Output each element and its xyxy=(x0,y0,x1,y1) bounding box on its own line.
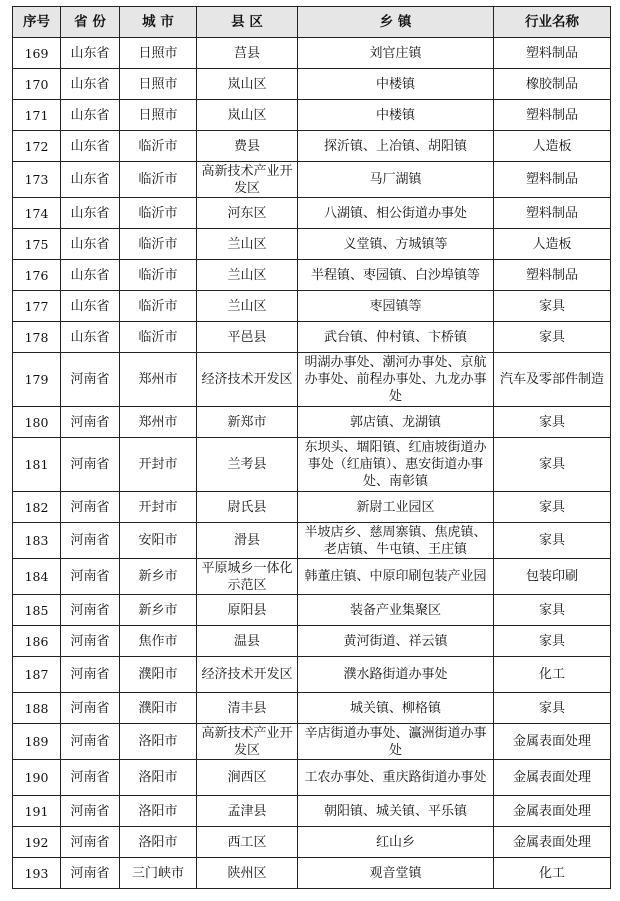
cell-province: 山东省 xyxy=(61,162,120,198)
cell-town: 中楼镇 xyxy=(298,69,494,100)
cell-province: 河南省 xyxy=(61,796,120,827)
cell-city: 开封市 xyxy=(120,492,197,523)
cell-city: 临沂市 xyxy=(120,131,197,162)
cell-province: 河南省 xyxy=(61,353,120,407)
cell-industry: 塑料制品 xyxy=(494,38,611,69)
cell-county: 兰山区 xyxy=(197,291,298,322)
cell-town: 枣园镇等 xyxy=(298,291,494,322)
cell-city: 临沂市 xyxy=(120,291,197,322)
table-row xyxy=(13,724,611,760)
cell-county: 陕州区 xyxy=(197,858,298,889)
cell-seq: 183 xyxy=(13,523,61,559)
cell-town: 明湖办事处、潮河办事处、京航办事处、前程办事处、九龙办事处 xyxy=(298,353,494,407)
cell-industry: 橡胶制品 xyxy=(494,69,611,100)
cell-city: 焦作市 xyxy=(120,626,197,657)
cell-county: 兰山区 xyxy=(197,260,298,291)
cell-industry: 家具 xyxy=(494,291,611,322)
cell-city: 新乡市 xyxy=(120,595,197,626)
cell-province: 河南省 xyxy=(61,693,120,724)
cell-county: 经济技术开发区 xyxy=(197,353,298,407)
table-row xyxy=(13,100,611,131)
cell-province: 河南省 xyxy=(61,523,120,559)
cell-town: 义堂镇、方城镇等 xyxy=(298,229,494,260)
cell-town: 辛店街道办事处、瀛洲街道办事处 xyxy=(298,724,494,760)
cell-seq: 170 xyxy=(13,69,61,100)
table-row xyxy=(13,492,611,523)
cell-seq: 175 xyxy=(13,229,61,260)
cell-town: 黄河街道、祥云镇 xyxy=(298,626,494,657)
cell-county: 尉氏县 xyxy=(197,492,298,523)
cell-county: 平原城乡一体化示范区 xyxy=(197,559,298,595)
cell-province: 山东省 xyxy=(61,100,120,131)
cell-seq: 176 xyxy=(13,260,61,291)
cell-industry: 家具 xyxy=(494,438,611,492)
cell-city: 临沂市 xyxy=(120,322,197,353)
cell-industry: 家具 xyxy=(494,595,611,626)
cell-industry: 汽车及零部件制造 xyxy=(494,353,611,407)
cell-county: 岚山区 xyxy=(197,100,298,131)
cell-seq: 189 xyxy=(13,724,61,760)
cell-industry: 家具 xyxy=(494,693,611,724)
cell-seq: 192 xyxy=(13,827,61,858)
cell-county: 清丰县 xyxy=(197,693,298,724)
cell-province: 河南省 xyxy=(61,626,120,657)
cell-seq: 174 xyxy=(13,198,61,229)
table-header-row xyxy=(13,7,611,38)
cell-county: 兰山区 xyxy=(197,229,298,260)
cell-seq: 193 xyxy=(13,858,61,889)
cell-town: 刘官庄镇 xyxy=(298,38,494,69)
cell-county: 温县 xyxy=(197,626,298,657)
cell-city: 濮阳市 xyxy=(120,657,197,693)
cell-city: 日照市 xyxy=(120,100,197,131)
cell-province: 山东省 xyxy=(61,229,120,260)
cell-town: 韩董庄镇、中原印刷包装产业园 xyxy=(298,559,494,595)
cell-seq: 178 xyxy=(13,322,61,353)
cell-town: 马厂湖镇 xyxy=(298,162,494,198)
cell-town: 半程镇、枣园镇、白沙埠镇等 xyxy=(298,260,494,291)
cell-province: 河南省 xyxy=(61,492,120,523)
cell-seq: 191 xyxy=(13,796,61,827)
table-row xyxy=(13,559,611,595)
cell-province: 山东省 xyxy=(61,291,120,322)
cell-county: 平邑县 xyxy=(197,322,298,353)
cell-seq: 190 xyxy=(13,760,61,796)
table-row xyxy=(13,131,611,162)
cell-county: 岚山区 xyxy=(197,69,298,100)
cell-industry: 金属表面处理 xyxy=(494,724,611,760)
cell-city: 濮阳市 xyxy=(120,693,197,724)
table-row xyxy=(13,760,611,796)
cell-county: 滑县 xyxy=(197,523,298,559)
cell-town: 红山乡 xyxy=(298,827,494,858)
cell-city: 日照市 xyxy=(120,38,197,69)
table-row xyxy=(13,38,611,69)
industry-table xyxy=(12,6,611,889)
cell-industry: 人造板 xyxy=(494,229,611,260)
cell-seq: 188 xyxy=(13,693,61,724)
cell-province: 河南省 xyxy=(61,407,120,438)
cell-province: 河南省 xyxy=(61,858,120,889)
cell-industry: 人造板 xyxy=(494,131,611,162)
cell-county: 莒县 xyxy=(197,38,298,69)
table-row xyxy=(13,407,611,438)
table-row xyxy=(13,523,611,559)
cell-seq: 173 xyxy=(13,162,61,198)
table-row xyxy=(13,229,611,260)
cell-town: 观音堂镇 xyxy=(298,858,494,889)
table-row xyxy=(13,595,611,626)
cell-industry: 金属表面处理 xyxy=(494,827,611,858)
header-county: 县 区 xyxy=(197,7,298,38)
table-row xyxy=(13,827,611,858)
cell-industry: 家具 xyxy=(494,322,611,353)
cell-county: 高新技术产业开发区 xyxy=(197,724,298,760)
cell-city: 郑州市 xyxy=(120,353,197,407)
cell-seq: 186 xyxy=(13,626,61,657)
cell-industry: 塑料制品 xyxy=(494,162,611,198)
cell-province: 山东省 xyxy=(61,260,120,291)
table-row xyxy=(13,322,611,353)
cell-county: 费县 xyxy=(197,131,298,162)
table-row xyxy=(13,353,611,407)
document-page xyxy=(12,6,610,889)
cell-city: 洛阳市 xyxy=(120,724,197,760)
cell-province: 河南省 xyxy=(61,827,120,858)
table-body xyxy=(13,38,611,889)
cell-county: 经济技术开发区 xyxy=(197,657,298,693)
cell-city: 三门峡市 xyxy=(120,858,197,889)
cell-city: 临沂市 xyxy=(120,162,197,198)
table-row xyxy=(13,858,611,889)
cell-province: 山东省 xyxy=(61,69,120,100)
cell-industry: 金属表面处理 xyxy=(494,796,611,827)
cell-province: 山东省 xyxy=(61,38,120,69)
cell-town: 武台镇、仲村镇、卞桥镇 xyxy=(298,322,494,353)
cell-province: 河南省 xyxy=(61,724,120,760)
cell-industry: 塑料制品 xyxy=(494,260,611,291)
cell-city: 临沂市 xyxy=(120,198,197,229)
cell-industry: 家具 xyxy=(494,523,611,559)
cell-county: 孟津县 xyxy=(197,796,298,827)
cell-seq: 185 xyxy=(13,595,61,626)
cell-town: 城关镇、柳格镇 xyxy=(298,693,494,724)
header-province: 省 份 xyxy=(61,7,120,38)
cell-city: 洛阳市 xyxy=(120,760,197,796)
cell-town: 濮水路街道办事处 xyxy=(298,657,494,693)
cell-province: 河南省 xyxy=(61,760,120,796)
cell-province: 河南省 xyxy=(61,657,120,693)
cell-industry: 家具 xyxy=(494,492,611,523)
cell-city: 日照市 xyxy=(120,69,197,100)
table-row xyxy=(13,291,611,322)
cell-industry: 塑料制品 xyxy=(494,100,611,131)
cell-seq: 177 xyxy=(13,291,61,322)
cell-city: 新乡市 xyxy=(120,559,197,595)
cell-town: 探沂镇、上冶镇、胡阳镇 xyxy=(298,131,494,162)
cell-province: 山东省 xyxy=(61,322,120,353)
cell-city: 开封市 xyxy=(120,438,197,492)
header-seq: 序号 xyxy=(13,7,61,38)
table-row xyxy=(13,198,611,229)
cell-city: 洛阳市 xyxy=(120,796,197,827)
cell-town: 东坝头、堌阳镇、红庙坡街道办事处（红庙镇）、惠安街道办事处、南彰镇 xyxy=(298,438,494,492)
cell-industry: 金属表面处理 xyxy=(494,760,611,796)
header-town: 乡 镇 xyxy=(298,7,494,38)
cell-province: 河南省 xyxy=(61,559,120,595)
cell-seq: 172 xyxy=(13,131,61,162)
cell-town: 朝阳镇、城关镇、平乐镇 xyxy=(298,796,494,827)
cell-county: 原阳县 xyxy=(197,595,298,626)
cell-seq: 182 xyxy=(13,492,61,523)
table-row xyxy=(13,260,611,291)
cell-seq: 181 xyxy=(13,438,61,492)
cell-industry: 塑料制品 xyxy=(494,198,611,229)
cell-city: 洛阳市 xyxy=(120,827,197,858)
cell-county: 兰考县 xyxy=(197,438,298,492)
cell-seq: 169 xyxy=(13,38,61,69)
cell-city: 安阳市 xyxy=(120,523,197,559)
cell-town: 郭店镇、龙湖镇 xyxy=(298,407,494,438)
cell-industry: 家具 xyxy=(494,626,611,657)
cell-city: 郑州市 xyxy=(120,407,197,438)
cell-city: 临沂市 xyxy=(120,260,197,291)
cell-seq: 184 xyxy=(13,559,61,595)
cell-industry: 化工 xyxy=(494,858,611,889)
header-industry: 行业名称 xyxy=(494,7,611,38)
cell-city: 临沂市 xyxy=(120,229,197,260)
table-row xyxy=(13,69,611,100)
cell-town: 中楼镇 xyxy=(298,100,494,131)
table-row xyxy=(13,626,611,657)
cell-seq: 187 xyxy=(13,657,61,693)
cell-province: 河南省 xyxy=(61,595,120,626)
cell-industry: 化工 xyxy=(494,657,611,693)
table-row xyxy=(13,438,611,492)
cell-county: 涧西区 xyxy=(197,760,298,796)
cell-industry: 包装印刷 xyxy=(494,559,611,595)
cell-county: 高新技术产业开发区 xyxy=(197,162,298,198)
cell-province: 山东省 xyxy=(61,198,120,229)
table-row xyxy=(13,796,611,827)
cell-town: 新尉工业园区 xyxy=(298,492,494,523)
cell-province: 河南省 xyxy=(61,438,120,492)
table-row xyxy=(13,693,611,724)
cell-town: 装备产业集聚区 xyxy=(298,595,494,626)
cell-county: 河东区 xyxy=(197,198,298,229)
cell-town: 工农办事处、重庆路街道办事处 xyxy=(298,760,494,796)
cell-seq: 171 xyxy=(13,100,61,131)
cell-province: 山东省 xyxy=(61,131,120,162)
table-row xyxy=(13,162,611,198)
cell-town: 八湖镇、相公街道办事处 xyxy=(298,198,494,229)
header-city: 城 市 xyxy=(120,7,197,38)
cell-town: 半坡店乡、慈周寨镇、焦虎镇、老店镇、牛屯镇、王庄镇 xyxy=(298,523,494,559)
cell-county: 新郑市 xyxy=(197,407,298,438)
cell-industry: 家具 xyxy=(494,407,611,438)
cell-seq: 179 xyxy=(13,353,61,407)
table-row xyxy=(13,657,611,693)
cell-seq: 180 xyxy=(13,407,61,438)
cell-county: 西工区 xyxy=(197,827,298,858)
